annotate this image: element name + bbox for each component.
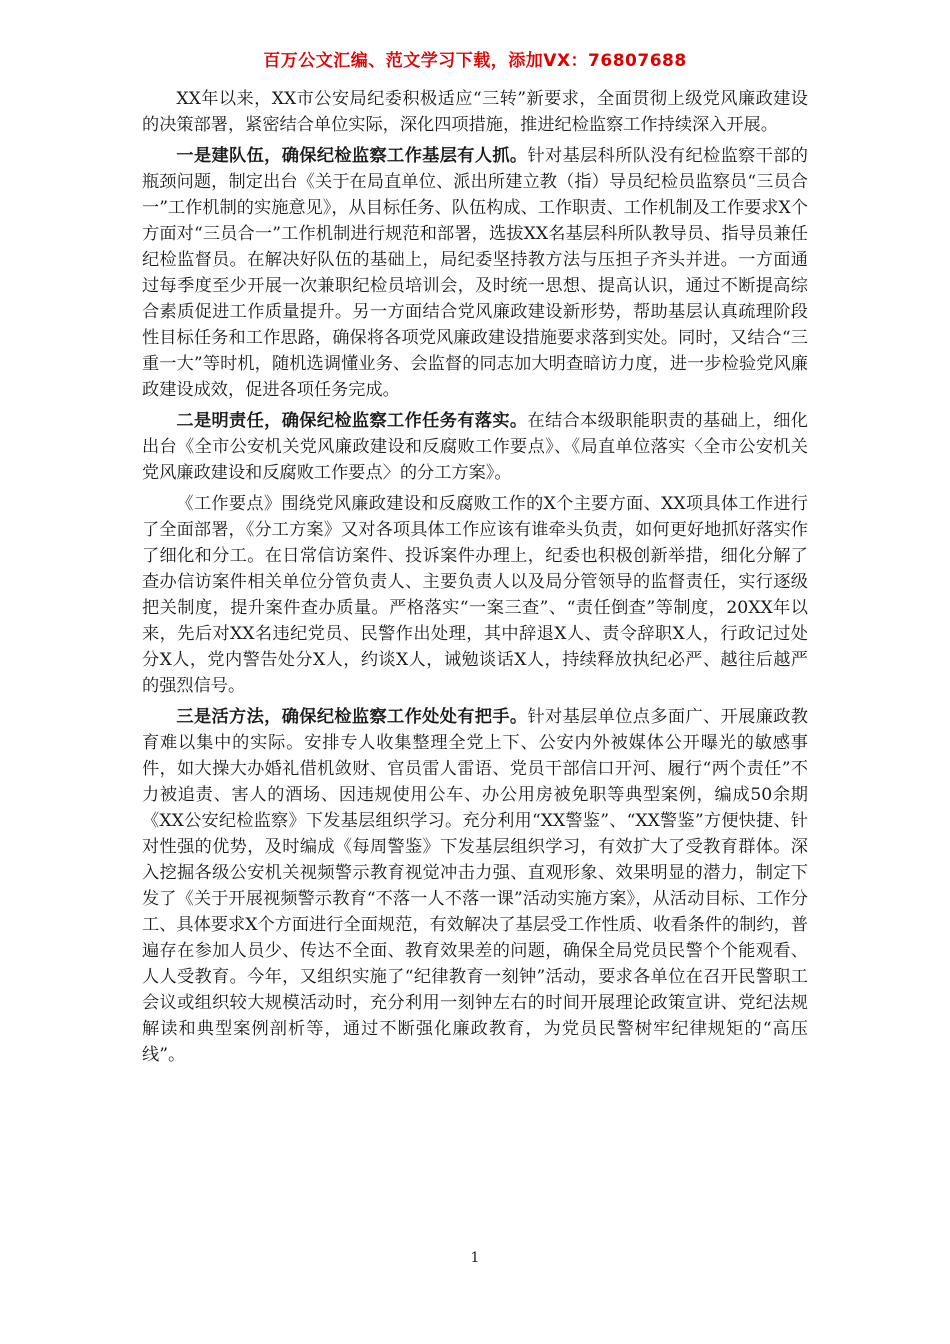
page-number: 1 [470,1250,480,1266]
document-body [142,86,808,1073]
promo-banner: 百万公文汇编、范文学习下载，添加VX：76807688 [263,51,687,71]
section-3-paragraph [142,704,808,1068]
section-3-body: 针对基层单位点多面广、开展廉政教育难以集中的实际。安排专人收集整理全党上下、公安内外被媒体公开曝光的敏感事件，如大操大办婚礼借机敛财、官员雷人雷语、党员干部信口开河、履行“两个责任”不力被追责、害人的酒场、因违规使用公车、办公用房被免职等典型案例，编成50余期《XX公安纪检监察》下发基层组织学习。充分利用“XX警鉴”、“XX警鉴”方便快捷、针对性强的优势，及时编成《每周警鉴》下发基层组织学习，有效扩大了受教育群体。深入挖掘各级公安机关视频警示教育视觉冲击力强、直观形象、效果明显的潜力，制定下发了《关于开展视频警示教育“不落一人不落一课”活动实施方案》，从活动目标、工作分工、具体要求X个方面进行全面规范，有效解决了基层受工作性质、收看条件的制约，普遍存在参加人员少、传达不全面、教育效果差的问题，确保全局党员民警个个能观看、人人受教育。今年，又组织实施了“纪律教育一刻钟”活动，要求各单位在召开民警职工会议或组织较大规模活动时，充分利用一刻钟左右的时间开展理论政策宣讲、党纪法规解读和典型案例剖析等，通过不断强化廉政教育，为党员民警树牢纪律规矩的“高压线”。 [142,707,808,1065]
intro-paragraph: XX年以来，XX市公安局纪委积极适应“三转”新要求，全面贯彻上级党风廉政建设的决策部署，紧密结合单位实际，深化四项措施，推进纪检监察工作持续深入开展。 [142,89,808,135]
section-1-body: 针对基层科所队没有纪检监察干部的瓶颈问题，制定出台《关于在局直单位、派出所建立教（指）导员纪检员监察员“三员合一”工作机制的实施意见》，从目标任务、队伍构成、工作职责、工作机制及工作要求X个方面对“三员合一”工作机制进行规范和部署，选拔XX名基层科所队教导员、指导员兼任纪检监督员。在解决好队伍的基础上，局纪委坚持教方法与压担子齐头并进。一方面通过每季度至少开展一次兼职纪检员培训会，及时统一思想、提高认识，通过不断提高综合素质促进工作质量提升。另一方面结合党风廉政建设新形势，帮助基层认真疏理阶段性目标任务和工作思路，确保将各项党风廉政建设措施要求落到实处。同时，又结合“三重一大”等时机，随机选调懂业务、会监督的同志加大明查暗访力度，进一步检验党风廉政建设成效，促进各项任务完成。 [142,146,808,400]
section-2-body: 在结合本级职能职责的基础上，细化出台《全市公安机关党风廉政建设和反腐败工作要点》、《局直单位落实〈全市公安机关党风廉政建设和反腐败工作要点〉的分工方案》。 [142,411,808,483]
section-3-heading: 三是活方法，确保纪检监察工作处处有把手。 [176,707,528,727]
section-1-paragraph [142,143,808,403]
section-2-continued-paragraph: 《工作要点》围绕党风廉政建设和反腐败工作的X个主要方面、XX项具体工作进行了全面部署，《分工方案》又对各项具体工作应该有谁牵头负责，如何更好地抓好落实作了细化和分工。在日常信访案件、投诉案件办理上，纪委也积极创新举措，细化分解了查办信访案件相关单位分管负责人、主要负责人以及局分管领导的监督责任，实行逐级把关制度，提升案件查办质量。严格落实“一案三查”、“责任倒查”等制度，20XX年以来，先后对XX名违纪党员、民警作出处理，其中辞退X人、责令辞职X人，行政记过处分X人，党内警告处分X人，约谈X人，诫勉谈话X人，持续释放执纪必严、越往后越严的强烈信号。 [142,494,808,696]
section-2-paragraph [142,408,808,486]
section-2-heading: 二是明责任，确保纪检监察工作任务有落实。 [176,411,528,431]
section-1-heading: 一是建队伍，确保纪检监察工作基层有人抓。 [176,146,528,166]
